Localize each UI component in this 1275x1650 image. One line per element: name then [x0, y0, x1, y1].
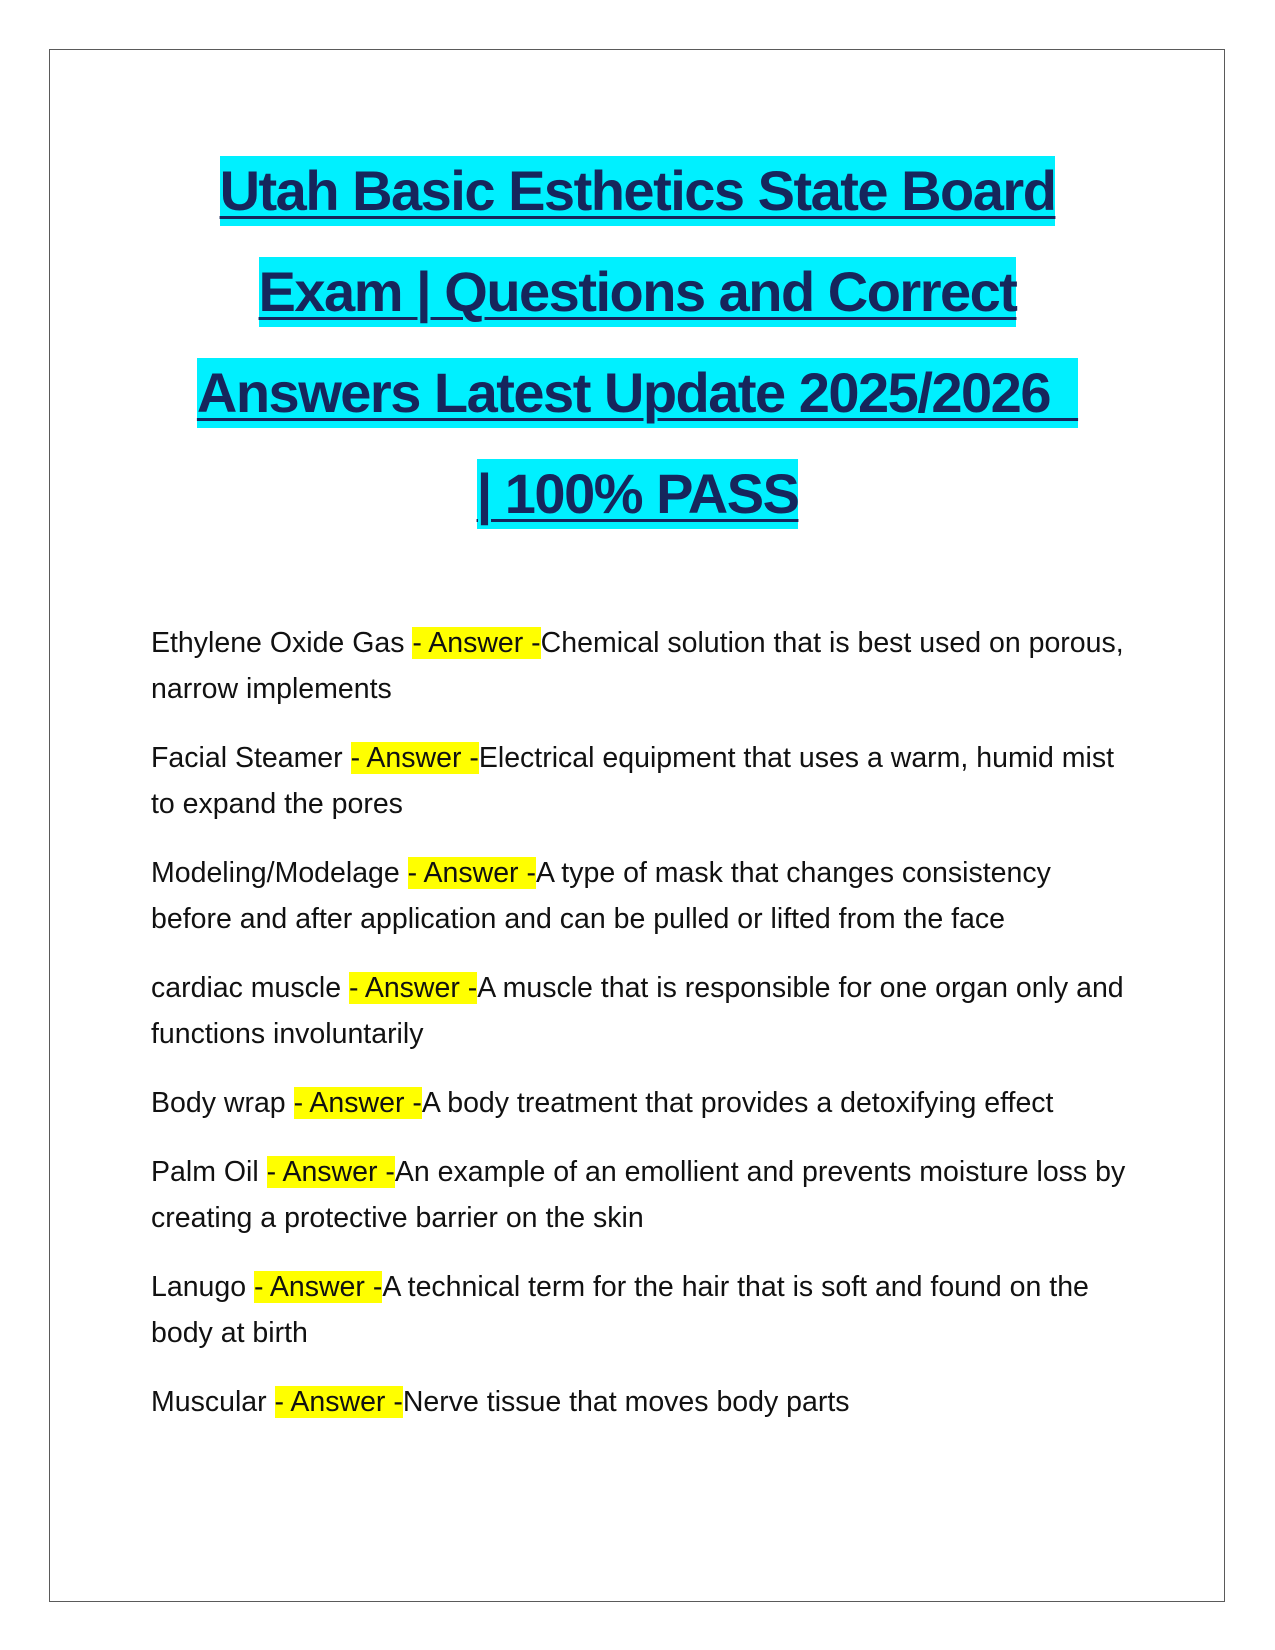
qa-definition: A technical term for the hair that is soft and found on the body at birth	[151, 1271, 1089, 1349]
qa-item	[151, 620, 1131, 712]
answer-marker: - Answer -	[407, 857, 536, 889]
title-line-4: | 100% PASS	[0, 443, 1275, 544]
qa-item	[151, 1080, 1131, 1126]
qa-definition: Chemical solution that is best used on porous, narrow implements	[151, 627, 1124, 705]
title-line-1: Utah Basic Esthetics State Board	[0, 140, 1275, 241]
qa-item	[151, 1149, 1131, 1241]
answer-marker: - Answer -	[266, 1156, 395, 1188]
qa-item	[151, 735, 1131, 827]
qa-definition: A type of mask that changes consistency before and after application and can be pulled or lifted from the face	[151, 857, 1051, 935]
answer-marker: - Answer -	[348, 972, 478, 1004]
qa-definition: An example of an emollient and prevents moisture loss by creating a protective barrier on the skin	[151, 1156, 1126, 1234]
answer-marker: - Answer -	[350, 742, 479, 774]
qa-term: Ethylene Oxide Gas	[151, 627, 413, 659]
qa-definition: A muscle that is responsible for one organ only and functions involuntarily	[151, 972, 1124, 1050]
question-answer-list	[151, 620, 1131, 1448]
qa-definition: A body treatment that provides a detoxifying effect	[421, 1087, 1054, 1119]
qa-term: Body wrap	[151, 1087, 294, 1119]
answer-marker: - Answer -	[412, 627, 541, 659]
qa-term: Palm Oil	[151, 1156, 267, 1188]
qa-term: Facial Steamer	[151, 742, 351, 774]
qa-term: Modeling/Modelage	[151, 857, 408, 889]
qa-item	[151, 1264, 1131, 1356]
qa-item	[151, 1379, 1131, 1425]
qa-term: Muscular	[151, 1386, 275, 1418]
document-title	[0, 140, 1275, 544]
answer-marker: - Answer -	[254, 1271, 383, 1303]
qa-term: Lanugo	[151, 1271, 255, 1303]
title-line-3: Answers Latest Update 2025/2026	[0, 342, 1275, 443]
qa-item	[151, 965, 1131, 1057]
title-line-2: Exam | Questions and Correct	[0, 241, 1275, 342]
qa-definition: Nerve tissue that moves body parts	[402, 1386, 850, 1418]
answer-marker: - Answer -	[274, 1386, 403, 1418]
answer-marker: - Answer -	[293, 1087, 422, 1119]
qa-term: cardiac muscle	[151, 972, 349, 1004]
qa-definition: Electrical equipment that uses a warm, humid mist to expand the pores	[151, 742, 1115, 820]
qa-item	[151, 850, 1131, 942]
